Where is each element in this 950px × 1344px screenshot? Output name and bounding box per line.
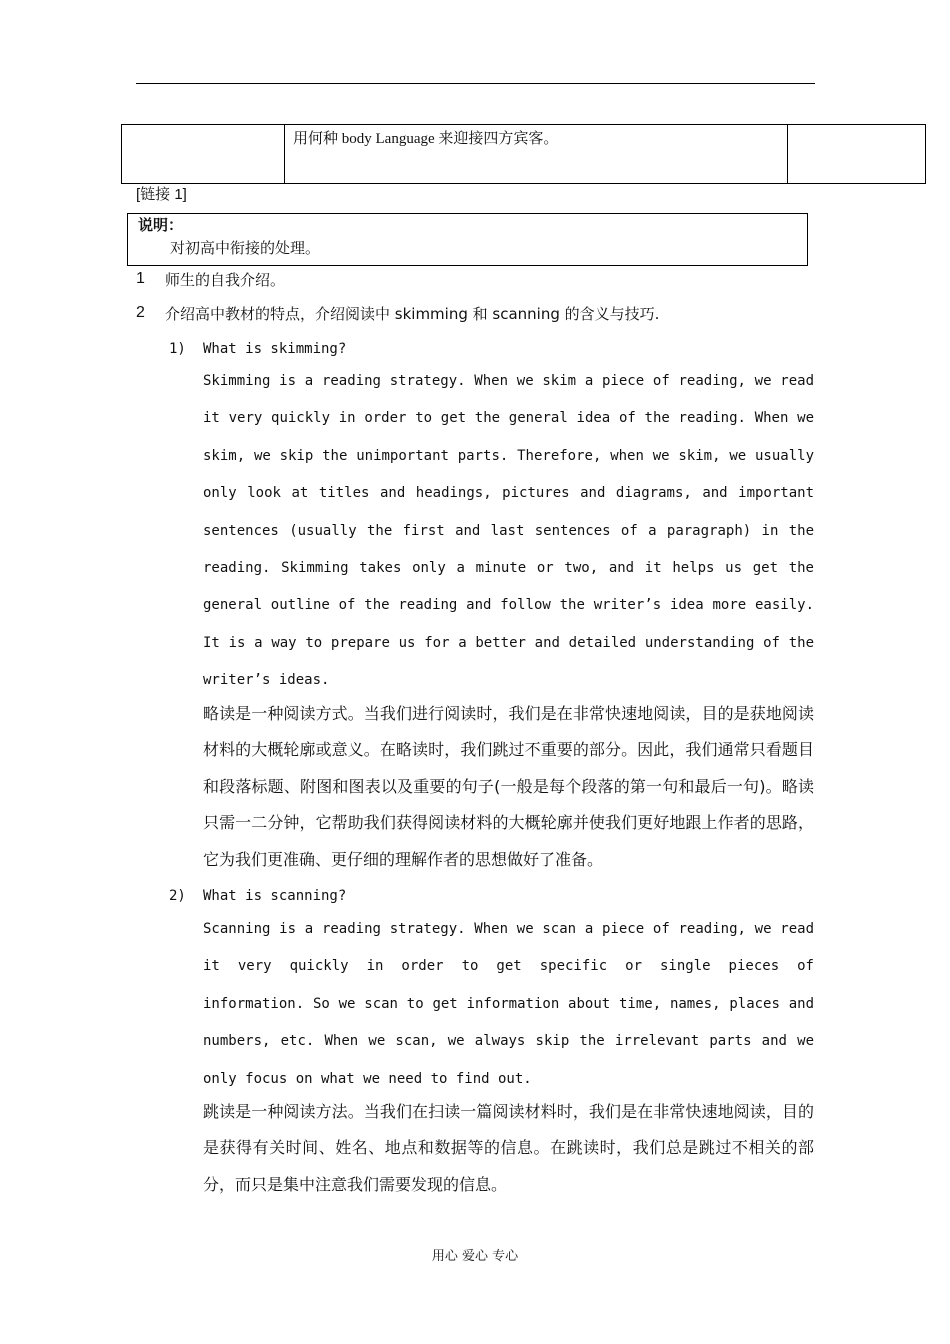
lesson-table xyxy=(121,124,926,184)
subitem-title: What is skimming? xyxy=(203,341,347,357)
note-title: 说明： xyxy=(138,216,184,234)
english-paragraph: Scanning is a reading strategy. When we scan a piece of reading, we read it very quickly in order to get specific or single pieces of information. So we scan to get information about time, names, places and numbers, etc. When we scan, we always skip the irrelevant parts and we only focus on what we need to find out. xyxy=(203,921,814,1087)
item-number: 1 xyxy=(136,270,145,287)
header-rule xyxy=(136,83,815,84)
chinese-paragraph: 略读是一种阅读方式。当我们进行阅读时，我们是在非常快速地阅读，目的是获地阅读材料的大概轮廓或意义。在略读时，我们跳过不重要的部分。因此，我们通常只看题目和段落标题、附图和图表以及重要的句子(一般是每个段落的第一句和最后一句)。略读只需一二分钟，它帮助我们获得阅读材料的大概轮廓并使我们更好地跟上作者的思路，它为我们更准确、更仔细的理解作者的思想做好了准备。 xyxy=(203,704,814,869)
english-paragraph: Skimming is a reading strategy. When we skim a piece of reading, we read it very quickly in order to get the general idea of the reading. When we skim, we skip the unimportant parts. Therefore, when we skim, we usually only look at titles and headings, pictures and diagrams, and important sentences (usually the first and last sentences of a paragraph) in the reading. Skimming takes only a minute or two, and it helps us get the general outline of the reading and follow the writer’s idea more easily. It is a way to prepare us for a better and detailed understanding of the writer’s ideas. xyxy=(203,373,814,689)
item-number: 2 xyxy=(136,304,145,321)
item-text: 师生的自我介绍。 xyxy=(165,271,286,289)
chinese-paragraph: 跳读是一种阅读方法。当我们在扫读一篇阅读材料时，我们是在非常快速地阅读，目的是获得有关时间、姓名、地点和数据等的信息。在跳读时，我们总是跳过不相关的部分，而只是集中注意我们需要发现的信息。 xyxy=(203,1102,814,1194)
table-cell-left xyxy=(122,125,285,184)
subitem-number: 2) xyxy=(169,888,186,904)
subitem-title: What is scanning? xyxy=(203,888,347,904)
table-cell-middle xyxy=(285,125,788,184)
table-row xyxy=(122,125,926,184)
table-cell-right xyxy=(788,125,926,184)
note-body: 对初高中衔接的处理。 xyxy=(170,239,321,257)
page-footer: 用心 爱心 专心 xyxy=(431,1249,519,1264)
link-label: [链接 1] xyxy=(136,186,187,203)
note-box xyxy=(127,213,808,266)
item-text: 介绍高中教材的特点，介绍阅读中 skimming 和 scanning 的含义与技巧. xyxy=(165,305,660,323)
table-cell-text: 用何种 body Language 来迎接四方宾客。 xyxy=(293,131,559,147)
subitem-number: 1) xyxy=(169,341,186,357)
